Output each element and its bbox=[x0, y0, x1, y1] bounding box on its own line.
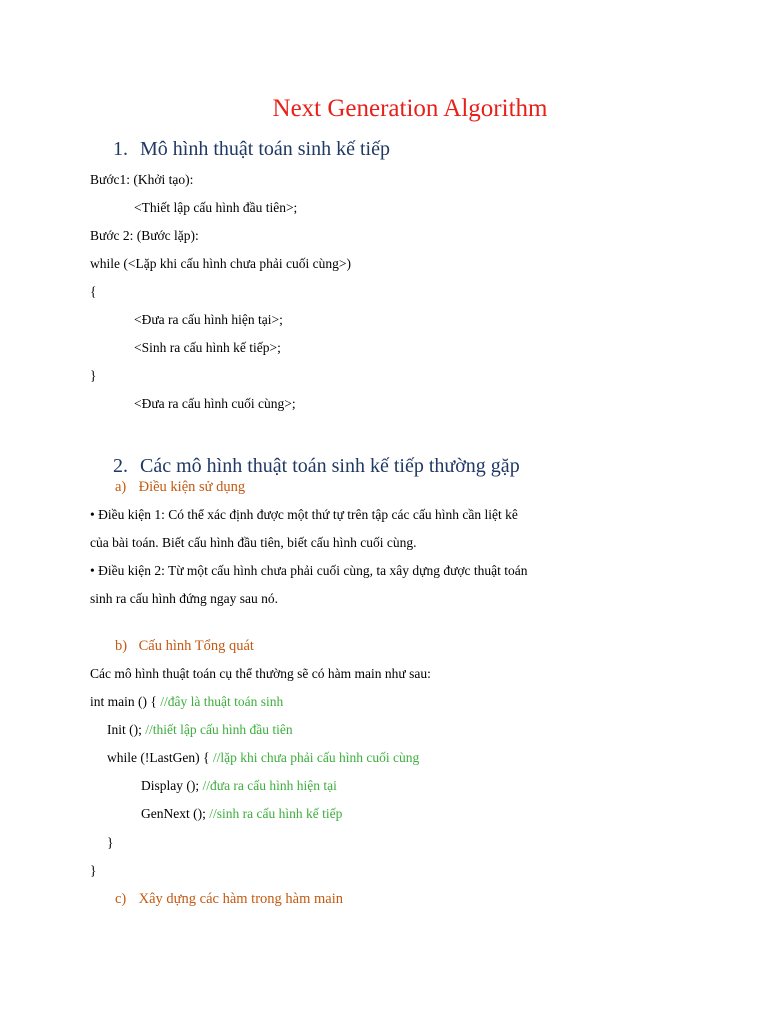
code-line-close-while: } bbox=[107, 835, 114, 850]
code-text: GenNext (); bbox=[141, 806, 210, 821]
open-brace: { bbox=[90, 284, 97, 299]
code-line-main bbox=[90, 693, 283, 711]
code-text: Display (); bbox=[141, 778, 203, 793]
while-line: while (<Lặp khi cấu hình chưa phải cuối cùng>) bbox=[90, 256, 351, 271]
subsection-c-title: Xây dựng các hàm trong hàm main bbox=[138, 891, 343, 907]
section-1-heading bbox=[113, 137, 390, 161]
code-line-display bbox=[141, 777, 337, 795]
step-1-label: Bước1: (Khởi tạo): bbox=[90, 172, 194, 187]
code-line-while bbox=[107, 749, 419, 767]
code-line-close-main: } bbox=[90, 863, 97, 878]
code-text: while (!LastGen) { bbox=[107, 750, 213, 765]
condition-1-line-1: • Điều kiện 1: Có thể xác định được một thứ tự trên tập các cấu hình cần liệt kê bbox=[90, 507, 518, 522]
section-2-number: 2. bbox=[113, 455, 128, 477]
condition-1-line-2: của bài toán. Biết cấu hình đầu tiên, biết cấu hình cuối cùng. bbox=[90, 535, 417, 550]
section-1-title: Mô hình thuật toán sinh kế tiếp bbox=[140, 138, 390, 160]
code-text: int main () { bbox=[90, 694, 161, 709]
subsection-c-heading bbox=[115, 890, 343, 908]
step-1-action: <Thiết lập cấu hình đầu tiên>; bbox=[134, 200, 298, 215]
close-brace: } bbox=[90, 368, 97, 383]
code-comment: //đây là thuật toán sinh bbox=[160, 694, 284, 709]
subsection-a-label: a) bbox=[115, 479, 127, 495]
code-comment: //đưa ra cấu hình hiện tại bbox=[202, 778, 337, 793]
subsection-b-label: b) bbox=[115, 638, 128, 654]
condition-2-line-2: sinh ra cấu hình đứng ngay sau nó. bbox=[90, 591, 279, 606]
main-intro-line: Các mô hình thuật toán cụ thể thường sẽ có hàm main như sau: bbox=[90, 666, 431, 681]
subsection-c-label: c) bbox=[115, 891, 127, 907]
subsection-b-heading bbox=[115, 637, 254, 655]
generate-next-line: <Sinh ra cấu hình kế tiếp>; bbox=[134, 340, 281, 355]
section-2-heading bbox=[113, 454, 520, 478]
code-comment: //sinh ra cấu hình kế tiếp bbox=[209, 806, 343, 821]
subsection-a-title: Điều kiện sử dụng bbox=[138, 479, 246, 495]
code-comment: //thiết lập cấu hình đầu tiên bbox=[145, 722, 293, 737]
subsection-a-heading bbox=[115, 478, 245, 496]
code-comment: //lặp khi chưa phải cấu hình cuối cùng bbox=[212, 750, 420, 765]
document-title: Next Generation Algorithm bbox=[272, 95, 548, 122]
subsection-b-title: Cấu hình Tổng quát bbox=[138, 638, 254, 654]
code-text: Init (); bbox=[107, 722, 146, 737]
step-2-label: Bước 2: (Bước lặp): bbox=[90, 228, 199, 243]
section-1-number: 1. bbox=[113, 138, 128, 160]
output-current-line: <Đưa ra cấu hình hiện tại>; bbox=[134, 312, 283, 327]
condition-2-line-1: • Điều kiện 2: Từ một cấu hình chưa phải cuối cùng, ta xây dựng được thuật toán bbox=[90, 563, 528, 578]
section-2-title: Các mô hình thuật toán sinh kế tiếp thường gặp bbox=[140, 455, 520, 477]
code-line-gennext bbox=[141, 805, 342, 823]
code-line-init bbox=[107, 721, 293, 739]
output-last-line: <Đưa ra cấu hình cuối cùng>; bbox=[134, 396, 296, 411]
